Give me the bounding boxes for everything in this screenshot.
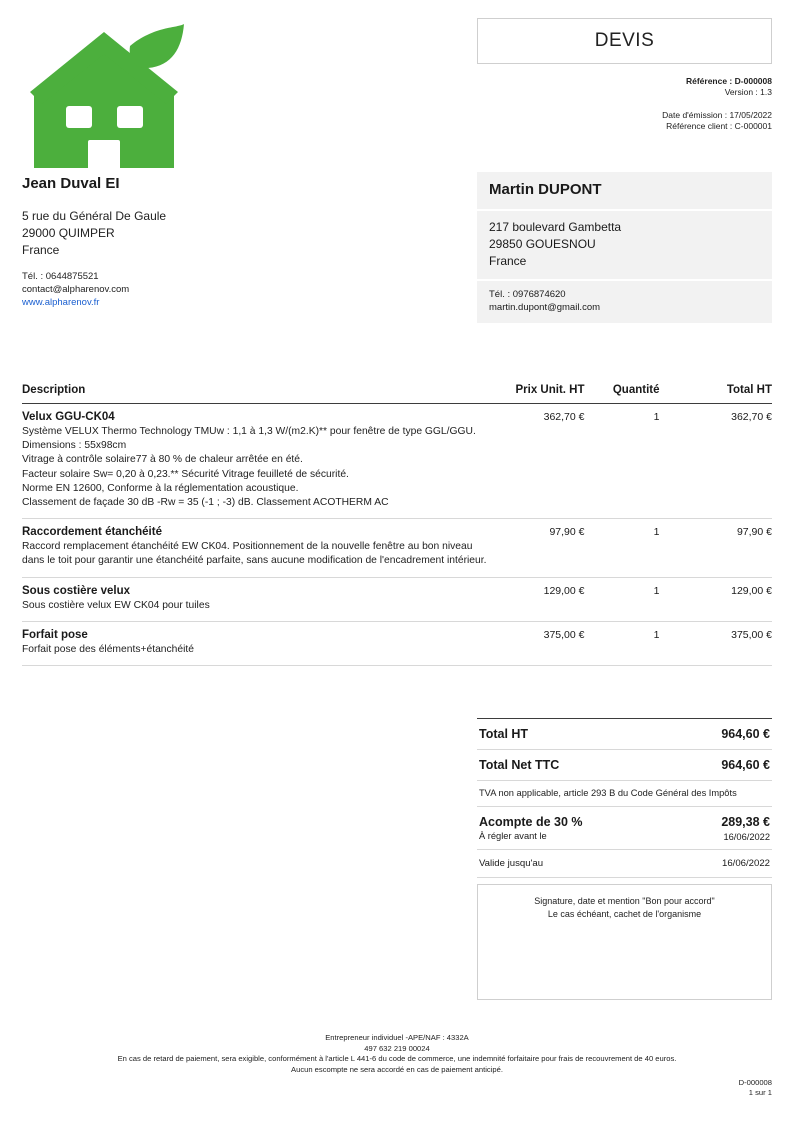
acompte-due-label: À régler avant le xyxy=(479,831,547,841)
meta-client-reference-label: Référence client : xyxy=(666,121,733,131)
emitter-contact xyxy=(22,270,282,296)
header-unit-price: Prix Unit. HT xyxy=(487,380,585,404)
item-unit-price: 97,90 € xyxy=(487,519,585,577)
totals-section xyxy=(477,718,772,878)
item-title: Forfait pose xyxy=(22,628,88,641)
total-net-ttc-row xyxy=(477,750,772,781)
item-title: Raccordement étanchéité xyxy=(22,526,162,539)
meta-spacer xyxy=(477,98,772,110)
total-ht-value: 964,60 € xyxy=(721,727,770,741)
client-phone: Tél. : 0976874620 xyxy=(489,289,566,300)
acompte-label: Acompte de 30 % xyxy=(479,815,583,829)
document-footer xyxy=(22,1033,772,1075)
item-detail: Raccord remplacement étanchéité EW CK04. Positionnement de la nouvelle fenêtre au bon niveau dans le toit pour garantir une étanchéité parfaite, sans aucune modification de l'encadrement intérieur. xyxy=(22,541,487,567)
client-address-line-2: 29850 GOUESNOU xyxy=(489,237,596,251)
acompte-due-date: 16/06/2022 xyxy=(723,832,770,842)
table-row xyxy=(22,519,772,577)
meta-reference-label: Référence : xyxy=(685,76,733,86)
meta-issue-date-label: Date d'émission : xyxy=(662,110,728,120)
item-quantity: 1 xyxy=(585,519,660,577)
item-title: Sous costière velux xyxy=(22,584,131,597)
line-items-body xyxy=(22,404,772,666)
footer-page-number: 1 sur 1 xyxy=(748,1088,772,1097)
client-name: Martin DUPONT xyxy=(489,181,602,198)
meta-issue-date xyxy=(477,110,772,121)
meta-issue-date-value: 17/05/2022 xyxy=(729,110,772,120)
item-quantity: 1 xyxy=(585,404,660,519)
meta-reference xyxy=(477,76,772,87)
table-row xyxy=(22,621,772,665)
validity-row xyxy=(477,850,772,878)
item-quantity: 1 xyxy=(585,621,660,665)
total-net-ttc-label: Total Net TTC xyxy=(479,758,560,772)
emitter-address xyxy=(22,208,282,259)
item-quantity: 1 xyxy=(585,577,660,621)
table-row xyxy=(22,577,772,621)
client-address-line-1: 217 boulevard Gambetta xyxy=(489,220,622,234)
item-unit-price: 375,00 € xyxy=(487,621,585,665)
line-items-table xyxy=(22,380,772,666)
meta-version xyxy=(477,87,772,98)
client-block xyxy=(477,172,772,323)
header-total: Total HT xyxy=(660,380,773,404)
client-contact xyxy=(477,281,772,323)
emitter-name: Jean Duval EI xyxy=(22,175,120,192)
item-title: Velux GGU-CK04 xyxy=(22,411,115,423)
client-address xyxy=(477,211,772,281)
emitter-phone: Tél. : 0644875521 xyxy=(22,271,99,282)
client-email: martin.dupont@gmail.com xyxy=(489,302,601,313)
item-unit-price: 362,70 € xyxy=(487,404,585,519)
signature-line-2: Le cas échéant, cachet de l'organisme xyxy=(547,909,702,919)
meta-version-label: Version : xyxy=(724,87,758,97)
meta-client-reference-value: C-000001 xyxy=(734,121,772,131)
signature-line-1: Signature, date et mention "Bon pour accord" xyxy=(534,896,715,906)
footer-reference xyxy=(739,1078,772,1098)
footer-document-ref: D-000008 xyxy=(738,1078,772,1087)
total-ht-label: Total HT xyxy=(479,727,529,741)
header-description: Description xyxy=(22,380,487,404)
item-total: 375,00 € xyxy=(660,621,773,665)
item-unit-price: 129,00 € xyxy=(487,577,585,621)
footer-line-3: En cas de retard de paiement, sera exigible, conformément à l'article L 441-6 du code de commerce, une indemnité forfaitaire pour frais de recouvrement de 40 euros. xyxy=(117,1054,677,1063)
document-header xyxy=(22,18,772,193)
document-meta xyxy=(477,76,772,132)
footer-line-4: Aucun escompte ne sera accordé en cas de paiement anticipé. xyxy=(291,1064,503,1074)
item-total: 129,00 € xyxy=(660,577,773,621)
emitter-address-line-1: 5 rue du Général De Gaule xyxy=(22,209,167,223)
line-items-head xyxy=(22,380,772,404)
document-type-title: DEVIS xyxy=(594,30,655,51)
client-name-row xyxy=(477,172,772,211)
validity-date: 16/06/2022 xyxy=(721,858,770,869)
footer-line-2: 497 632 219 00024 xyxy=(364,1043,430,1053)
meta-reference-value: D-000008 xyxy=(734,76,772,86)
emitter-website-link[interactable]: www.alpharenov.fr xyxy=(22,297,100,308)
client-address-line-3: France xyxy=(489,254,527,268)
document-type-box xyxy=(477,18,772,64)
emitter-address-line-3: France xyxy=(22,243,60,257)
table-row xyxy=(22,404,772,519)
item-total: 97,90 € xyxy=(660,519,773,577)
validity-label: Valide jusqu'au xyxy=(479,858,544,869)
table-header-row xyxy=(22,380,772,404)
emitter-address-line-2: 29000 QUIMPER xyxy=(22,226,115,240)
header-quantity: Quantité xyxy=(585,380,660,404)
acompte-row xyxy=(477,807,772,850)
item-detail: Sous costière velux EW CK04 pour tuiles xyxy=(22,599,210,611)
signature-box[interactable] xyxy=(477,884,772,1000)
meta-client-reference xyxy=(477,121,772,132)
item-detail: Forfait pose des éléments+étanchéité xyxy=(22,643,195,655)
house-leaf-icon xyxy=(30,24,184,170)
total-net-ttc-value: 964,60 € xyxy=(721,758,770,772)
emitter-block xyxy=(22,175,282,308)
item-total: 362,70 € xyxy=(660,404,773,519)
acompte-value: 289,38 € xyxy=(721,815,770,829)
emitter-email: contact@alpharenov.com xyxy=(22,284,130,295)
item-detail: Système VELUX Thermo Technology TMUw : 1,1 à 1,3 W/(m2.K)** pour fenêtre de type GGL/GGU. Dimensions : 55x98cm Vitrage à contrôle solaire77 à 80 % de chaleur arrêtée en été. Facteur solaire Sw= 0,20 à 0,23.** Sécurité Vitrage feuilleté de sécurité. Norme EN 12600, Conforme à la réglementation acoustique. Classement de façade 30 dB -Rw = 35 (-1 ; -3) dB. Classement ACOTHERM AC xyxy=(22,426,476,509)
meta-version-value: 1.3 xyxy=(760,87,772,97)
total-ht-row xyxy=(477,718,772,750)
company-logo xyxy=(22,18,192,178)
line-items-section xyxy=(22,380,772,666)
tva-note: TVA non applicable, article 293 B du Code Général des Impôts xyxy=(477,781,772,807)
footer-line-1: Entrepreneur individuel -APE/NAF : 4332A xyxy=(325,1033,469,1042)
